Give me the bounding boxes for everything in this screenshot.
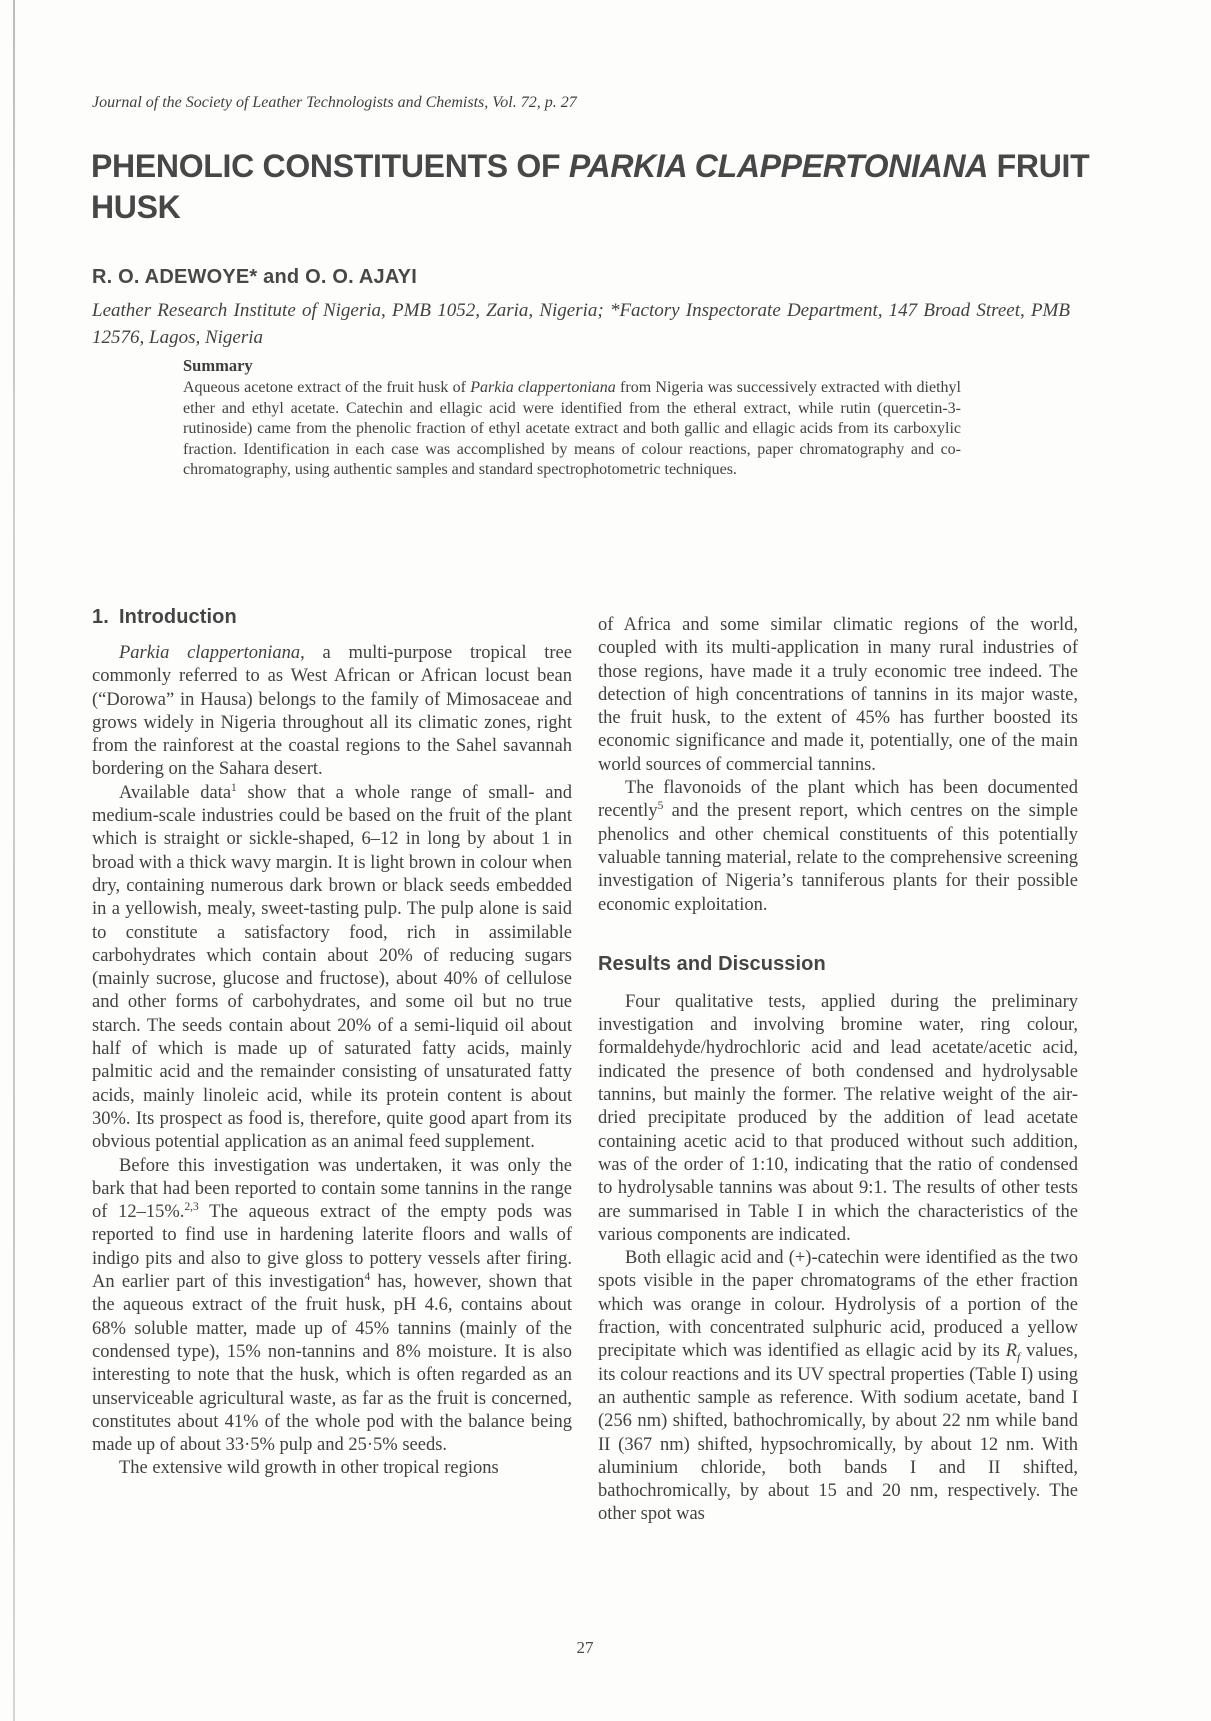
paragraph: The extensive wild growth in other tropical regions [119,1458,499,1479]
paragraph: Parkia clappertoniana, a multi-purpose tropical tree commonly referred to as West African or African locust bean (“Dorowa” in Hausa) belongs to the family of Mimosaceae and grows widely in Nigeria throughout all its climatic zones, right from the rainforest at the coastal regions to the Sahel savannah bordering on the Sahara desert. [92,643,572,780]
results-heading: Results and Discussion [598,952,826,975]
paragraph: Four qualitative tests, applied during the preliminary investigation and involving bromine water, ring colour, formaldehyde/hydrochloric acid and lead acetate/acetic acid, indicated the presence of both condensed and hydrolysable tannins, but mainly the former. The relative weight of the air-dried precipitate produced by the addition of lead acetate containing acetic acid to that produced without such addition, was of the order of 1:10, indicating that the ratio of condensed to hydrolysable tannins was about 9:1. The results of other tests are summarised in Table I in which the characteristics of the various components are indicated. [598,991,1078,1245]
article-title: PHENOLIC CONSTITUENTS OF PARKIA CLAPPERTONIANA FRUIT HUSK [91,148,1090,225]
right-column [598,606,1078,1527]
summary-text: Aqueous acetone extract of the fruit husk of Parkia clappertoniana from Nigeria was successively extracted with diethyl ether and ethyl acetate. Catechin and ellagic acid were identified from the etheral extract, while rutin (quercetin-3-rutinoside) came from the phenolic fraction of ethyl acetate extract and both gallic and ellagic acids from its carboxylic fraction. Identification in each case was accomplished by means of colour reactions, paper chromatography and co-chromatography, using authentic samples and standard spectrophotometric techniques. [183,379,961,479]
paragraph: Available data$^1$ show that a whole range of small- and medium-scale industries could be based on the fruit of the plant which is straight or sickle-shaped, 6–12 in long by about 1 in broad with a thick wavy margin. It is light brown in colour when dry, containing numerous dark brown or black seeds embedded in a yellowish, mealy, sweet-tasting pulp. The pulp alone is said to constitute a satisfactory food, rich in assimilable carbohydrates which contain about 20% of reducing sugars (mainly sucrose, glucose and fructose), about 40% of cellulose and other forms of carbohydrates, and some oil but no true starch. The seeds contain about 20% of a semi-liquid oil about half of which is made up of saturated fatty acids, mainly palmitic acid and the remainder consisting of unsaturated fatty acids, mainly linoleic acid, while its protein content is about 30%. Its prospect as food is, therefore, quite good apart from its obvious potential application as an animal feed supplement. [92,781,572,1153]
summary-block [183,356,961,481]
page-number: 27 [576,1638,594,1657]
paragraph: Before this investigation was undertaken, it was only the bark that had been reported to contain some tannins in the range of 12–15%.$^{2,3}$ The aqueous extract of the empty pods was reported to find use in hardening laterite floors and walls of indigo pits and also to give gloss to pottery vessels after firing. An earlier part of this investigation$^4$ has, however, shown that the aqueous extract of the fruit husk, pH 4.6, contains about 68% soluble matter, made up of 45% tannins (mainly of the condensed type), 15% non-tannins and 8% moisture. It is also interesting to note that the husk, which is often regarded as an unserviceable agricultural waste, as far as the fruit is concerned, constitutes about 41% of the whole pod with the balance being made up of about 33·5% pulp and 25·5% seeds. [92,1155,572,1456]
paragraph: of Africa and some similar climatic regions of the world, coupled with its multi-application in many rural industries of those regions, have made it a truly economic tree indeed. The detection of high concentrations of tannins in its major waste, the fruit husk, to the extent of 45% has further boosted its economic significance and made it, potentially, one of the main world sources of commercial tannins. [598,615,1078,775]
summary-heading: Summary [183,356,253,375]
paragraph: The flavonoids of the plant which has been documented recently$^5$ and the present report, which centres on the simple phenolics and other chemical constituents of this potentially valuable tanning material, relate to the comprehensive screening investigation of Nigeria’s tanniferous plants for their possible economic exploitation. [598,778,1078,915]
left-column [92,606,572,1527]
article-body [92,606,1078,1527]
introduction-heading: 1. Introduction [92,606,237,628]
scan-edge-line [13,0,15,1721]
affiliation-line: Leather Research Institute of Nigeria, PMB 1052, Zaria, Nigeria; *Factory Inspectorate Department, 147 Broad Street, PMB 12576, Lagos, Nigeria [92,300,1070,348]
journal-header-line: Journal of the Society of Leather Technologists and Chemists, Vol. 72, p. 27 [92,94,577,111]
authors-line: R. O. ADEWOYE* and O. O. AJAYI [92,266,417,288]
paragraph: Both ellagic acid and (+)-catechin were identified as the two spots visible in the paper chromatograms of the ether fraction which was orange in colour. Hydrolysis of a portion of the fraction, with concentrated sulphuric acid, produced a yellow precipitate which was identified as ellagic acid by its $R_f$ values, its colour reactions and its UV spectral properties (Table I) using an authentic sample as reference. With sodium acetate, band I (256 nm) shifted, bathochromically, by about 22 nm while band II (367 nm) shifted, hypsochromically, by about 12 nm. With aluminium chloride, both bands I and II shifted, bathochromically, by about 15 and 20 nm, respectively. The other spot was [598,1248,1078,1525]
